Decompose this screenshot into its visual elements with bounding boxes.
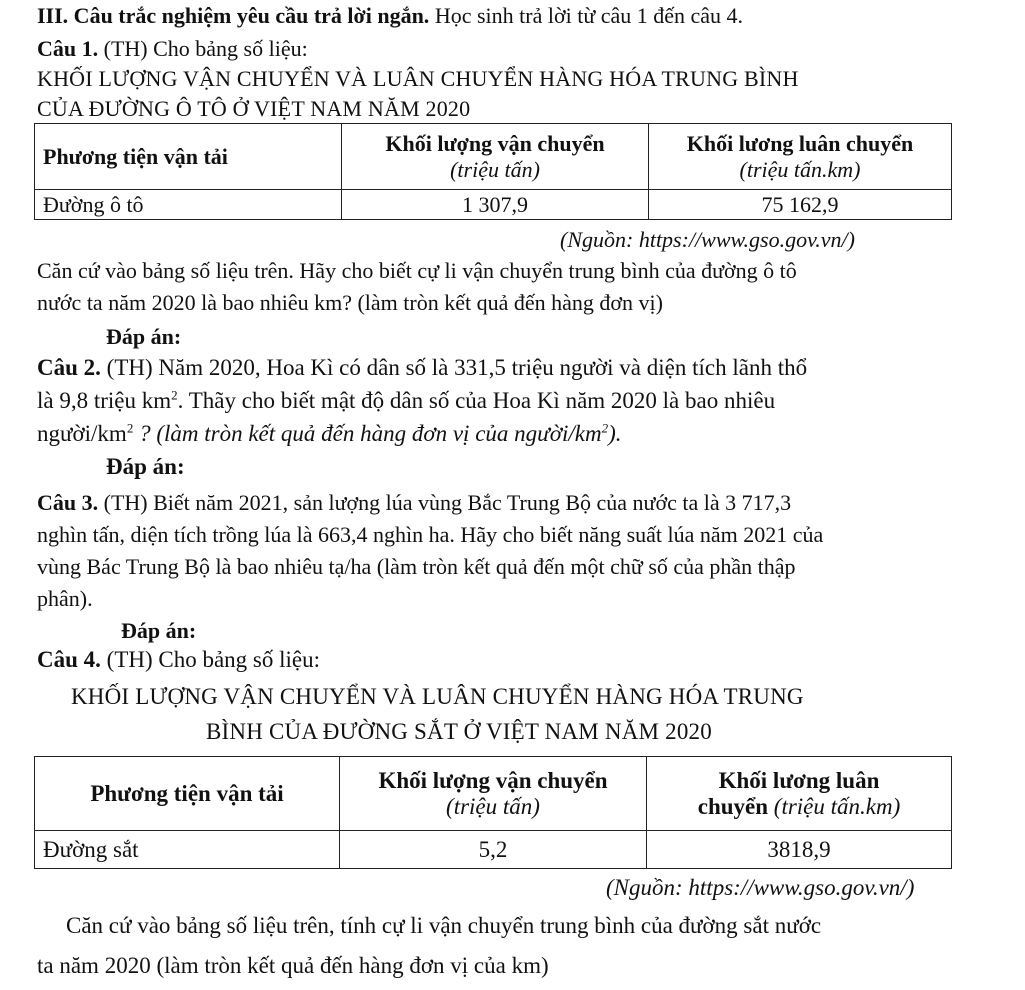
q1-intro: (TH) Cho bảng số liệu: xyxy=(98,36,308,61)
q4-source: (Nguồn: https://www.gso.gov.vn/) xyxy=(606,875,915,900)
q2-sup-1: 2 xyxy=(171,387,178,403)
table-row xyxy=(35,831,952,869)
q4-cell-turnover: 3818,9 xyxy=(647,831,952,869)
q1-data-table xyxy=(34,123,952,220)
q2-line-3 xyxy=(37,421,622,447)
q2-line-3-b: ? (làm tròn kết quả đến hàng đơn vị của người/km xyxy=(133,421,602,446)
q4-data-table xyxy=(34,756,952,869)
q4-header-turnover-main: Khối lương luân xyxy=(718,767,880,793)
q3-label: Câu 3. xyxy=(37,490,99,515)
q4-question-line-1: Căn cứ vào bảng số liệu trên, tính cự li vận chuyển trung bình của đường sắt nước xyxy=(66,913,822,938)
q3-line-4: phân). xyxy=(37,586,93,611)
q2-line-2-b: . Thãy cho biết mật độ dân số của Hoa Kì năm 2020 là bao nhiêu xyxy=(177,388,776,413)
q1-source: (Nguồn: https://www.gso.gov.vn/) xyxy=(560,227,855,252)
section-title-rest: Học sinh trả lời từ câu 1 đến câu 4. xyxy=(429,3,744,28)
q2-line-3-a: người/km xyxy=(37,421,127,446)
q2-line-1-text: (TH) Năm 2020, Hoa Kì có dân số là 331,5 triệu người và diện tích lãnh thổ xyxy=(100,355,808,380)
q2-line-2-a: là 9,8 triệu km xyxy=(37,388,172,413)
q4-header-volume-main: Khối lượng vận chuyển xyxy=(378,767,608,793)
q4-header-turnover-bold: chuyển xyxy=(697,793,769,819)
section-title-bold: III. Câu trắc nghiệm yêu cầu trả lời ngắn. xyxy=(37,3,430,28)
q1-heading xyxy=(37,36,308,62)
q1-question-line-2: nước ta năm 2020 là bao nhiêu km? (làm tròn kết quả đến hàng đơn vị) xyxy=(37,290,663,315)
q4-header-turnover xyxy=(647,757,952,831)
q4-cell-mode: Đường sắt xyxy=(35,831,340,869)
q2-line-1 xyxy=(37,355,807,381)
q3-line-1-text: (TH) Biết năm 2021, sản lượng lúa vùng Bắc Trung Bộ của nước ta là 3 717,3 xyxy=(98,490,792,515)
table-row xyxy=(35,190,952,220)
q1-cell-turnover: 75 162,9 xyxy=(649,190,952,220)
q4-header-volume xyxy=(340,757,647,831)
q1-header-mode: Phương tiện vận tải xyxy=(35,124,342,190)
q1-header-volume-unit: (triệu tấn) xyxy=(450,156,540,182)
q4-header-turnover-unit: (triệu tấn.km) xyxy=(768,793,901,819)
q3-line-2: nghìn tấn, diện tích trồng lúa là 663,4 nghìn ha. Hãy cho biết năng suất lúa năm 2021 của xyxy=(37,522,824,547)
q2-line-3-c: ). xyxy=(608,421,622,446)
q2-answer-label: Đáp án: xyxy=(106,454,185,479)
q2-sup-2: 2 xyxy=(126,420,134,436)
q4-header-mode: Phương tiện vận tải xyxy=(35,757,340,831)
q1-header-volume-main: Khối lượng vận chuyển xyxy=(385,130,605,156)
q4-heading xyxy=(37,647,320,673)
q4-question-line-2: ta năm 2020 (làm tròn kết quả đến hàng đơn vị của km) xyxy=(37,953,549,978)
q4-label: Câu 4. xyxy=(37,647,101,672)
q1-label: Câu 1. xyxy=(37,36,99,61)
q2-sup-3: 2 xyxy=(601,420,609,436)
q4-table-title-2: BÌNH CỦA ĐƯỜNG SẮT Ở VIỆT NAM NĂM 2020 xyxy=(206,719,712,744)
q1-header-volume xyxy=(342,124,649,190)
q1-answer-label: Đáp án: xyxy=(106,324,182,349)
q1-table-title-2: CỦA ĐƯỜNG Ô TÔ Ở VIỆT NAM NĂM 2020 xyxy=(37,96,471,121)
q3-answer-label: Đáp án: xyxy=(121,618,197,643)
q1-header-turnover-main: Khối lương luân chuyển xyxy=(686,130,914,156)
q3-line-1 xyxy=(37,490,791,516)
q1-question-line-1: Căn cứ vào bảng số liệu trên. Hãy cho biết cự li vận chuyển trung bình của đường ô tô xyxy=(37,258,797,283)
q4-intro: (TH) Cho bảng số liệu: xyxy=(100,647,321,672)
q4-cell-volume: 5,2 xyxy=(340,831,647,869)
q3-line-3: vùng Bác Trung Bộ là bao nhiêu tạ/ha (làm tròn kết quả đến một chữ số của phần thập xyxy=(37,554,796,579)
q1-header-turnover xyxy=(649,124,952,190)
q2-label: Câu 2. xyxy=(37,355,101,380)
q1-header-turnover-unit: (triệu tấn.km) xyxy=(739,156,861,182)
q1-cell-volume: 1 307,9 xyxy=(342,190,649,220)
section-title xyxy=(37,3,743,29)
q4-table-title-1: KHỐI LƯỢNG VẬN CHUYỂN VÀ LUÂN CHUYỂN HÀNG HÓA TRUNG xyxy=(71,684,804,709)
q2-line-2 xyxy=(37,388,775,414)
q4-header-volume-unit: (triệu tấn) xyxy=(446,793,540,819)
q1-cell-mode: Đường ô tô xyxy=(35,190,342,220)
q1-table-title-1: KHỐI LƯỢNG VẬN CHUYỂN VÀ LUÂN CHUYỂN HÀNG HÓA TRUNG BÌNH xyxy=(37,66,799,91)
q4-header-turnover-second xyxy=(655,794,943,820)
